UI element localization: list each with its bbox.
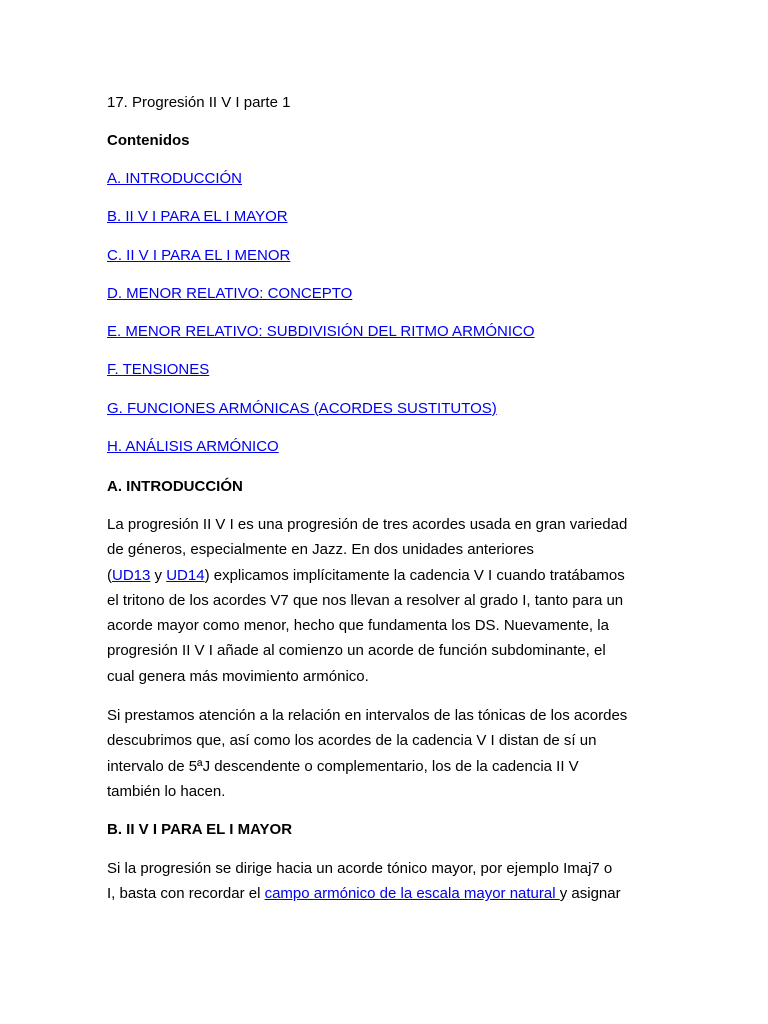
toc-link-menor-relativo-concepto[interactable]: D. MENOR RELATIVO: CONCEPTO	[107, 284, 353, 302]
paragraph-introduccion-2	[107, 703, 667, 804]
paragraph-line: acorde mayor como menor, hecho que fundamenta los DS. Nuevamente, la	[107, 617, 609, 635]
conjunction-text: y	[150, 566, 167, 584]
paragraph-line: el tritono de los acordes V7 que nos llevan a resolver al grado I, tanto para un	[107, 591, 624, 609]
paragraph-line	[107, 563, 667, 588]
paragraph-introduccion-1	[107, 512, 667, 689]
paragraph-line: progresión II V I añade al comienzo un acorde de función subdominante, el	[107, 642, 606, 660]
paragraph-line: Si la progresión se dirige hacia un acorde tónico mayor, por ejemplo Imaj7 o	[107, 860, 613, 877]
paragraph-ii-v-i-mayor	[107, 856, 667, 907]
link-campo-armonico[interactable]: campo armónico de la escala mayor natural	[264, 885, 560, 903]
toc-item	[107, 437, 535, 475]
toc-item	[107, 207, 535, 245]
paragraph-line: de géneros, especialmente en Jazz. En dos unidades anteriores	[107, 541, 534, 559]
paren-open: (	[107, 566, 112, 584]
toc-link-ii-v-i-mayor[interactable]: B. II V I PARA EL I MAYOR	[107, 208, 288, 226]
toc-link-menor-relativo-subdivision[interactable]: E. MENOR RELATIVO: SUBDIVISIÓN DEL RITMO ARMÓNICO	[107, 323, 535, 341]
toc-link-analisis-armonico[interactable]: H. ANÁLISIS ARMÓNICO	[107, 438, 279, 456]
paragraph-line: descubrimos que, así como los acordes de la cadencia V I distan de sí un	[107, 732, 597, 750]
paragraph-line: La progresión II V I es una progresión de tres acordes usada en gran variedad	[107, 516, 628, 533]
toc-link-ii-v-i-menor[interactable]: C. II V I PARA EL I MENOR	[107, 246, 291, 264]
toc-link-funciones-armonicas[interactable]: G. FUNCIONES ARMÓNICAS (ACORDES SUSTITUTOS)	[107, 399, 497, 417]
paragraph-text: y asignar	[559, 885, 621, 903]
paragraph-line: también lo hacen.	[107, 782, 226, 800]
toc-item	[107, 246, 535, 284]
paragraph-line: intervalo de 5ªJ descendente o complementario, los de la cadencia II V	[107, 757, 579, 775]
toc-heading: Contenidos	[107, 132, 190, 149]
paragraph-text: I, basta con recordar el	[107, 885, 265, 903]
toc-link-tensiones[interactable]: F. TENSIONES	[107, 361, 210, 379]
paragraph-line: Si prestamos atención a la relación en intervalos de las tónicas de los acordes	[107, 707, 628, 724]
section-heading-introduccion: A. INTRODUCCIÓN	[107, 478, 243, 495]
paragraph-line: cual genera más movimiento armónico.	[107, 667, 369, 685]
paragraph-text: ) explicamos implícitamente la cadencia V I cuando tratábamos	[204, 566, 625, 584]
link-ud13[interactable]: UD13	[112, 566, 151, 584]
toc-item	[107, 284, 535, 322]
document-title: 17. Progresión II V I parte 1	[107, 94, 291, 111]
paragraph-line	[107, 881, 667, 906]
toc-item	[107, 169, 535, 207]
toc-item	[107, 399, 535, 437]
link-ud14[interactable]: UD14	[166, 566, 205, 584]
toc-link-introduccion[interactable]: A. INTRODUCCIÓN	[107, 170, 242, 187]
toc-item	[107, 360, 535, 398]
table-of-contents	[107, 169, 535, 475]
toc-item	[107, 322, 535, 360]
section-heading-ii-v-i-mayor: B. II V I PARA EL I MAYOR	[107, 821, 293, 838]
